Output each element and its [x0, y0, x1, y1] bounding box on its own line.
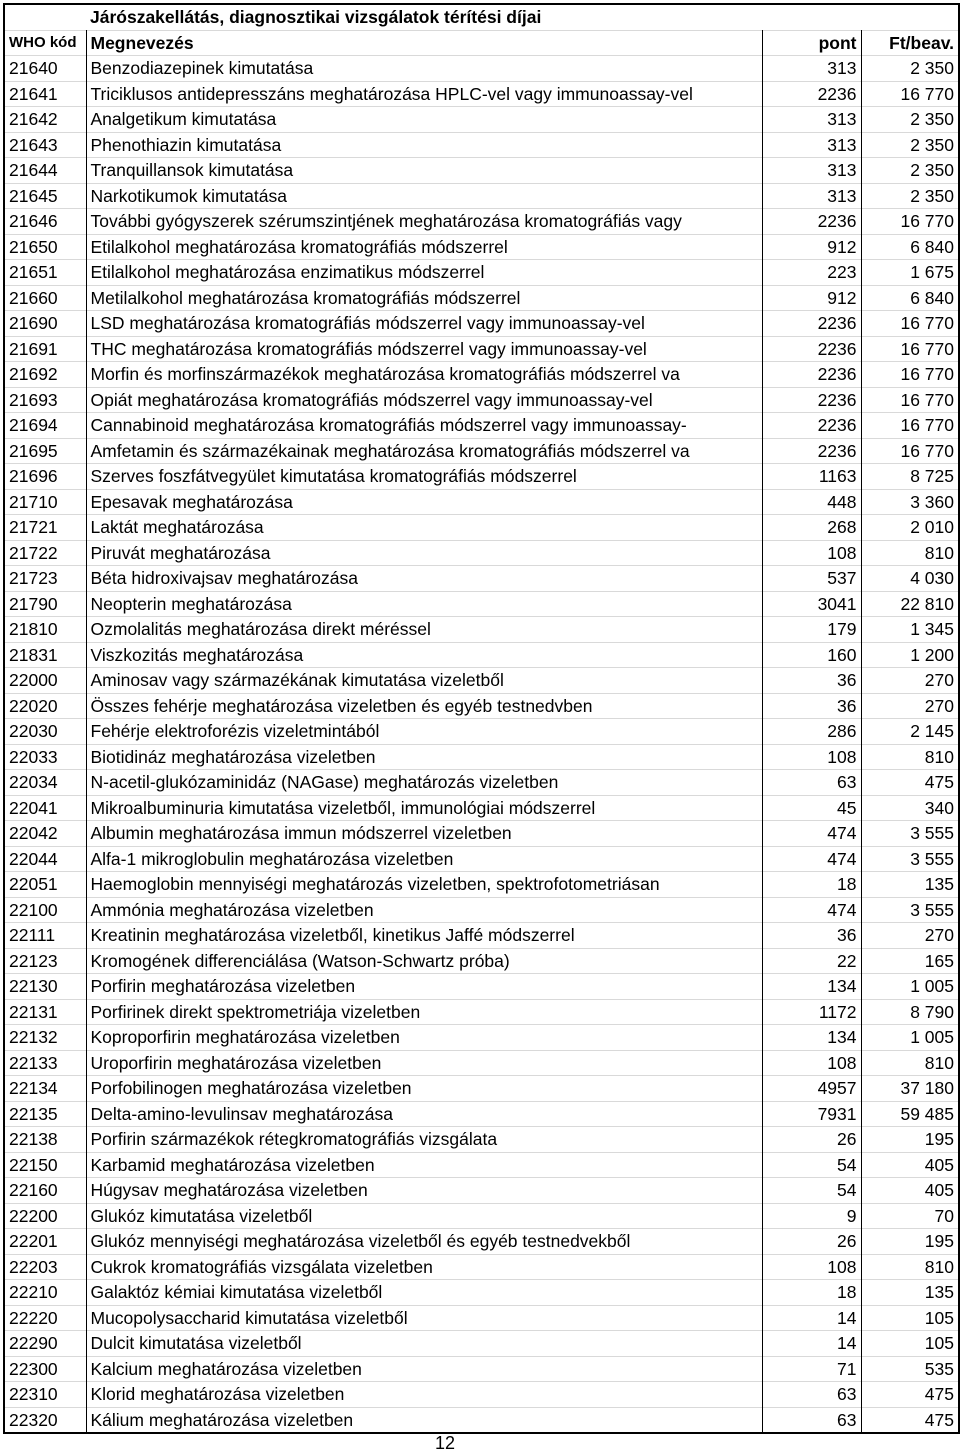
row-price: 810 [861, 540, 959, 566]
table-row [4, 1382, 959, 1408]
table-row [4, 1280, 959, 1306]
row-code: 22203 [4, 1254, 86, 1280]
row-code: 22220 [4, 1305, 86, 1331]
row-code: 22000 [4, 668, 86, 694]
table-row [4, 1407, 959, 1433]
table-row [4, 642, 959, 668]
row-name: LSD meghatározása kromatográfiás módszerrel vagy immunoassay-vel [86, 311, 762, 337]
row-name: Karbamid meghatározása vizeletben [86, 1152, 762, 1178]
row-name: Aminosav vagy származékának kimutatása vizeletből [86, 668, 762, 694]
row-price: 405 [861, 1178, 959, 1204]
row-code: 22138 [4, 1127, 86, 1153]
row-price: 16 770 [861, 387, 959, 413]
row-name: N-acetil-glukózaminidáz (NAGase) meghatározás vizeletben [86, 770, 762, 796]
row-price: 2 350 [861, 158, 959, 184]
row-price: 16 770 [861, 336, 959, 362]
row-price: 475 [861, 770, 959, 796]
row-name: Porfirin származékok rétegkromatográfiás vizsgálata [86, 1127, 762, 1153]
row-price: 6 840 [861, 234, 959, 260]
row-name: Porfirinek direkt spektrometriája vizeletben [86, 999, 762, 1025]
table-row [4, 846, 959, 872]
table-row [4, 1203, 959, 1229]
table-row [4, 515, 959, 541]
fee-table [3, 3, 960, 1434]
title-spacer [4, 4, 86, 30]
row-price: 165 [861, 948, 959, 974]
table-row [4, 1356, 959, 1382]
row-pont: 474 [762, 897, 861, 923]
row-price: 1 005 [861, 1025, 959, 1051]
table-title: Járószakellátás, diagnosztikai vizsgálatok térítési díjai [86, 4, 861, 30]
row-name: Delta-amino-levulinsav meghatározása [86, 1101, 762, 1127]
row-name: Mikroalbuminuria kimutatása vizeletből, immunológiai módszerrel [86, 795, 762, 821]
row-name: Szerves foszfátvegyület kimutatása kromatográfiás módszerrel [86, 464, 762, 490]
row-price: 270 [861, 668, 959, 694]
row-code: 22310 [4, 1382, 86, 1408]
table-row [4, 285, 959, 311]
row-pont: 179 [762, 617, 861, 643]
table-row [4, 897, 959, 923]
row-pont: 313 [762, 183, 861, 209]
row-pont: 2236 [762, 387, 861, 413]
row-pont: 108 [762, 744, 861, 770]
row-pont: 36 [762, 923, 861, 949]
row-code: 22290 [4, 1331, 86, 1357]
table-row [4, 1152, 959, 1178]
row-name: Összes fehérje meghatározása vizeletben és egyéb testnedvben [86, 693, 762, 719]
row-price: 16 770 [861, 438, 959, 464]
row-pont: 223 [762, 260, 861, 286]
row-code: 22131 [4, 999, 86, 1025]
row-code: 22030 [4, 719, 86, 745]
table-row [4, 1076, 959, 1102]
row-code: 22100 [4, 897, 86, 923]
table-row [4, 336, 959, 362]
row-pont: 26 [762, 1229, 861, 1255]
row-name: Klorid meghatározása vizeletben [86, 1382, 762, 1408]
row-price: 3 555 [861, 846, 959, 872]
row-pont: 2236 [762, 311, 861, 337]
table-row [4, 795, 959, 821]
table-row [4, 183, 959, 209]
row-code: 21643 [4, 132, 86, 158]
row-price: 1 200 [861, 642, 959, 668]
row-name: Dulcit kimutatása vizeletből [86, 1331, 762, 1357]
row-code: 22201 [4, 1229, 86, 1255]
row-price: 2 350 [861, 107, 959, 133]
table-row [4, 1025, 959, 1051]
row-price: 70 [861, 1203, 959, 1229]
row-pont: 26 [762, 1127, 861, 1153]
row-pont: 474 [762, 846, 861, 872]
row-pont: 7931 [762, 1101, 861, 1127]
row-pont: 108 [762, 1254, 861, 1280]
table-row [4, 974, 959, 1000]
row-price: 16 770 [861, 81, 959, 107]
header-row [4, 30, 959, 56]
row-name: Neopterin meghatározása [86, 591, 762, 617]
row-name: Epesavak meghatározása [86, 489, 762, 515]
row-code: 21660 [4, 285, 86, 311]
row-code: 22111 [4, 923, 86, 949]
row-price: 810 [861, 1254, 959, 1280]
table-row [4, 260, 959, 286]
table-row [4, 438, 959, 464]
row-pont: 36 [762, 693, 861, 719]
table-row [4, 948, 959, 974]
row-pont: 313 [762, 132, 861, 158]
row-price: 16 770 [861, 362, 959, 388]
row-code: 21721 [4, 515, 86, 541]
row-code: 21694 [4, 413, 86, 439]
row-pont: 63 [762, 1407, 861, 1433]
row-code: 21644 [4, 158, 86, 184]
row-name: Opiát meghatározása kromatográfiás módszerrel vagy immunoassay-vel [86, 387, 762, 413]
row-price: 1 675 [861, 260, 959, 286]
row-code: 22135 [4, 1101, 86, 1127]
row-name: Koproporfirin meghatározása vizeletben [86, 1025, 762, 1051]
row-price: 3 555 [861, 897, 959, 923]
table-row [4, 209, 959, 235]
row-pont: 63 [762, 770, 861, 796]
row-code: 22132 [4, 1025, 86, 1051]
row-pont: 2236 [762, 438, 861, 464]
row-price: 2 350 [861, 56, 959, 82]
fee-table-body [4, 4, 959, 1433]
row-code: 21641 [4, 81, 86, 107]
row-pont: 134 [762, 1025, 861, 1051]
header-who-code: WHO kód [4, 30, 86, 56]
table-row [4, 1178, 959, 1204]
row-pont: 134 [762, 974, 861, 1000]
row-code: 21831 [4, 642, 86, 668]
row-name: Analgetikum kimutatása [86, 107, 762, 133]
row-pont: 14 [762, 1305, 861, 1331]
row-code: 22051 [4, 872, 86, 898]
page-number: 12 [434, 1433, 456, 1453]
row-pont: 4957 [762, 1076, 861, 1102]
row-pont: 313 [762, 56, 861, 82]
table-row [4, 362, 959, 388]
row-price: 1 345 [861, 617, 959, 643]
row-name: Piruvát meghatározása [86, 540, 762, 566]
row-price: 37 180 [861, 1076, 959, 1102]
table-row [4, 693, 959, 719]
row-name: Metilalkohol meghatározása kromatográfiás módszerrel [86, 285, 762, 311]
row-price: 475 [861, 1407, 959, 1433]
table-row [4, 489, 959, 515]
row-code: 21790 [4, 591, 86, 617]
row-name: Alfa-1 mikroglobulin meghatározása vizeletben [86, 846, 762, 872]
row-name: Triciklusos antidepresszáns meghatározása HPLC-vel vagy immunoassay-vel [86, 81, 762, 107]
row-name: Etilalkohol meghatározása enzimatikus módszerrel [86, 260, 762, 286]
row-name: Kalcium meghatározása vizeletben [86, 1356, 762, 1382]
table-row [4, 617, 959, 643]
row-price: 6 840 [861, 285, 959, 311]
row-pont: 54 [762, 1152, 861, 1178]
row-name: Albumin meghatározása immun módszerrel vizeletben [86, 821, 762, 847]
header-pont: pont [762, 30, 861, 56]
row-name: Kálium meghatározása vizeletben [86, 1407, 762, 1433]
row-name: Húgysav meghatározása vizeletben [86, 1178, 762, 1204]
row-pont: 286 [762, 719, 861, 745]
row-price: 340 [861, 795, 959, 821]
row-code: 22320 [4, 1407, 86, 1433]
row-pont: 912 [762, 285, 861, 311]
row-name: Uroporfirin meghatározása vizeletben [86, 1050, 762, 1076]
row-code: 22150 [4, 1152, 86, 1178]
row-code: 21810 [4, 617, 86, 643]
row-code: 22041 [4, 795, 86, 821]
row-pont: 54 [762, 1178, 861, 1204]
row-code: 21651 [4, 260, 86, 286]
table-row [4, 744, 959, 770]
row-price: 810 [861, 1050, 959, 1076]
row-price: 8 790 [861, 999, 959, 1025]
header-price: Ft/beav. [861, 30, 959, 56]
row-price: 195 [861, 1127, 959, 1153]
table-row [4, 719, 959, 745]
row-price: 405 [861, 1152, 959, 1178]
row-price: 59 485 [861, 1101, 959, 1127]
row-pont: 108 [762, 540, 861, 566]
row-name: Morfin és morfinszármazékok meghatározása kromatográfiás módszerrel va [86, 362, 762, 388]
row-code: 22044 [4, 846, 86, 872]
row-name: Etilalkohol meghatározása kromatográfiás módszerrel [86, 234, 762, 260]
row-pont: 912 [762, 234, 861, 260]
row-pont: 18 [762, 872, 861, 898]
table-row [4, 234, 959, 260]
table-row [4, 999, 959, 1025]
table-row [4, 1050, 959, 1076]
row-name: Haemoglobin mennyiségi meghatározás vizeletben, spektrofotometriásan [86, 872, 762, 898]
row-name: Narkotikumok kimutatása [86, 183, 762, 209]
row-price: 2 010 [861, 515, 959, 541]
table-row [4, 464, 959, 490]
row-pont: 9 [762, 1203, 861, 1229]
row-pont: 71 [762, 1356, 861, 1382]
row-code: 22020 [4, 693, 86, 719]
table-row [4, 923, 959, 949]
row-name: Biotidináz meghatározása vizeletben [86, 744, 762, 770]
row-pont: 1172 [762, 999, 861, 1025]
row-name: Ammónia meghatározása vizeletben [86, 897, 762, 923]
table-row [4, 1305, 959, 1331]
row-price: 2 350 [861, 183, 959, 209]
row-name: Galaktóz kémiai kimutatása vizeletből [86, 1280, 762, 1306]
row-name: Viszkozitás meghatározása [86, 642, 762, 668]
row-pont: 36 [762, 668, 861, 694]
table-row [4, 668, 959, 694]
row-code: 22130 [4, 974, 86, 1000]
row-name: THC meghatározása kromatográfiás módszerrel vagy immunoassay-vel [86, 336, 762, 362]
row-price: 810 [861, 744, 959, 770]
table-row [4, 770, 959, 796]
row-name: Glukóz mennyiségi meghatározása vizeletből és egyéb testnedvekből [86, 1229, 762, 1255]
table-row [4, 591, 959, 617]
row-pont: 2236 [762, 336, 861, 362]
header-name: Megnevezés [86, 30, 762, 56]
table-row [4, 413, 959, 439]
row-code: 21696 [4, 464, 86, 490]
row-code: 21710 [4, 489, 86, 515]
row-pont: 313 [762, 107, 861, 133]
row-price: 8 725 [861, 464, 959, 490]
row-name: Porfobilinogen meghatározása vizeletben [86, 1076, 762, 1102]
row-pont: 313 [762, 158, 861, 184]
row-name: További gyógyszerek szérumszintjének meghatározása kromatográfiás vagy [86, 209, 762, 235]
row-code: 22034 [4, 770, 86, 796]
table-row [4, 107, 959, 133]
row-name: Kreatinin meghatározása vizeletből, kinetikus Jaffé módszerrel [86, 923, 762, 949]
row-price: 22 810 [861, 591, 959, 617]
row-price: 1 005 [861, 974, 959, 1000]
row-pont: 63 [762, 1382, 861, 1408]
row-code: 22042 [4, 821, 86, 847]
row-code: 22160 [4, 1178, 86, 1204]
table-row [4, 311, 959, 337]
row-name: Cukrok kromatográfiás vizsgálata vizeletben [86, 1254, 762, 1280]
table-row [4, 1127, 959, 1153]
row-price: 195 [861, 1229, 959, 1255]
row-name: Amfetamin és származékainak meghatározása kromatográfiás módszerrel va [86, 438, 762, 464]
row-code: 21723 [4, 566, 86, 592]
row-code: 21690 [4, 311, 86, 337]
row-name: Phenothiazin kimutatása [86, 132, 762, 158]
title-spacer-right [861, 4, 959, 30]
row-price: 2 350 [861, 132, 959, 158]
row-price: 3 360 [861, 489, 959, 515]
row-code: 21640 [4, 56, 86, 82]
row-pont: 2236 [762, 209, 861, 235]
row-code: 21645 [4, 183, 86, 209]
row-pont: 448 [762, 489, 861, 515]
table-row [4, 821, 959, 847]
row-pont: 160 [762, 642, 861, 668]
row-code: 22210 [4, 1280, 86, 1306]
row-pont: 45 [762, 795, 861, 821]
row-name: Cannabinoid meghatározása kromatográfiás módszerrel vagy immunoassay- [86, 413, 762, 439]
row-code: 21642 [4, 107, 86, 133]
row-price: 105 [861, 1305, 959, 1331]
table-row [4, 81, 959, 107]
row-price: 105 [861, 1331, 959, 1357]
row-code: 21692 [4, 362, 86, 388]
row-name: Kromogének differenciálása (Watson-Schwartz próba) [86, 948, 762, 974]
table-row [4, 56, 959, 82]
row-pont: 18 [762, 1280, 861, 1306]
table-row [4, 872, 959, 898]
row-price: 475 [861, 1382, 959, 1408]
row-code: 22134 [4, 1076, 86, 1102]
row-code: 21722 [4, 540, 86, 566]
row-code: 21646 [4, 209, 86, 235]
row-price: 3 555 [861, 821, 959, 847]
row-code: 21693 [4, 387, 86, 413]
table-row [4, 1254, 959, 1280]
row-code: 21650 [4, 234, 86, 260]
table-row [4, 566, 959, 592]
table-row [4, 1229, 959, 1255]
row-name: Laktát meghatározása [86, 515, 762, 541]
row-name: Glukóz kimutatása vizeletből [86, 1203, 762, 1229]
row-name: Mucopolysaccharid kimutatása vizeletből [86, 1305, 762, 1331]
row-price: 270 [861, 923, 959, 949]
row-name: Fehérje elektroforézis vizeletmintából [86, 719, 762, 745]
row-price: 16 770 [861, 311, 959, 337]
row-pont: 537 [762, 566, 861, 592]
title-row [4, 4, 959, 30]
row-price: 270 [861, 693, 959, 719]
row-price: 135 [861, 872, 959, 898]
row-price: 135 [861, 1280, 959, 1306]
row-price: 4 030 [861, 566, 959, 592]
row-code: 22133 [4, 1050, 86, 1076]
row-pont: 1163 [762, 464, 861, 490]
table-row [4, 1331, 959, 1357]
row-code: 21691 [4, 336, 86, 362]
row-code: 22200 [4, 1203, 86, 1229]
table-row [4, 132, 959, 158]
row-name: Ozmolalitás meghatározása direkt méréssel [86, 617, 762, 643]
table-row [4, 540, 959, 566]
row-name: Benzodiazepinek kimutatása [86, 56, 762, 82]
table-row [4, 387, 959, 413]
row-name: Porfirin meghatározása vizeletben [86, 974, 762, 1000]
row-code: 22123 [4, 948, 86, 974]
row-price: 535 [861, 1356, 959, 1382]
row-pont: 2236 [762, 362, 861, 388]
row-price: 16 770 [861, 209, 959, 235]
row-pont: 108 [762, 1050, 861, 1076]
table-row [4, 158, 959, 184]
row-pont: 3041 [762, 591, 861, 617]
row-pont: 2236 [762, 81, 861, 107]
row-name: Tranquillansok kimutatása [86, 158, 762, 184]
row-pont: 14 [762, 1331, 861, 1357]
row-code: 22300 [4, 1356, 86, 1382]
row-name: Béta hidroxivajsav meghatározása [86, 566, 762, 592]
row-pont: 22 [762, 948, 861, 974]
row-pont: 474 [762, 821, 861, 847]
row-code: 21695 [4, 438, 86, 464]
row-pont: 2236 [762, 413, 861, 439]
row-price: 16 770 [861, 413, 959, 439]
row-code: 22033 [4, 744, 86, 770]
row-price: 2 145 [861, 719, 959, 745]
table-row [4, 1101, 959, 1127]
row-pont: 268 [762, 515, 861, 541]
